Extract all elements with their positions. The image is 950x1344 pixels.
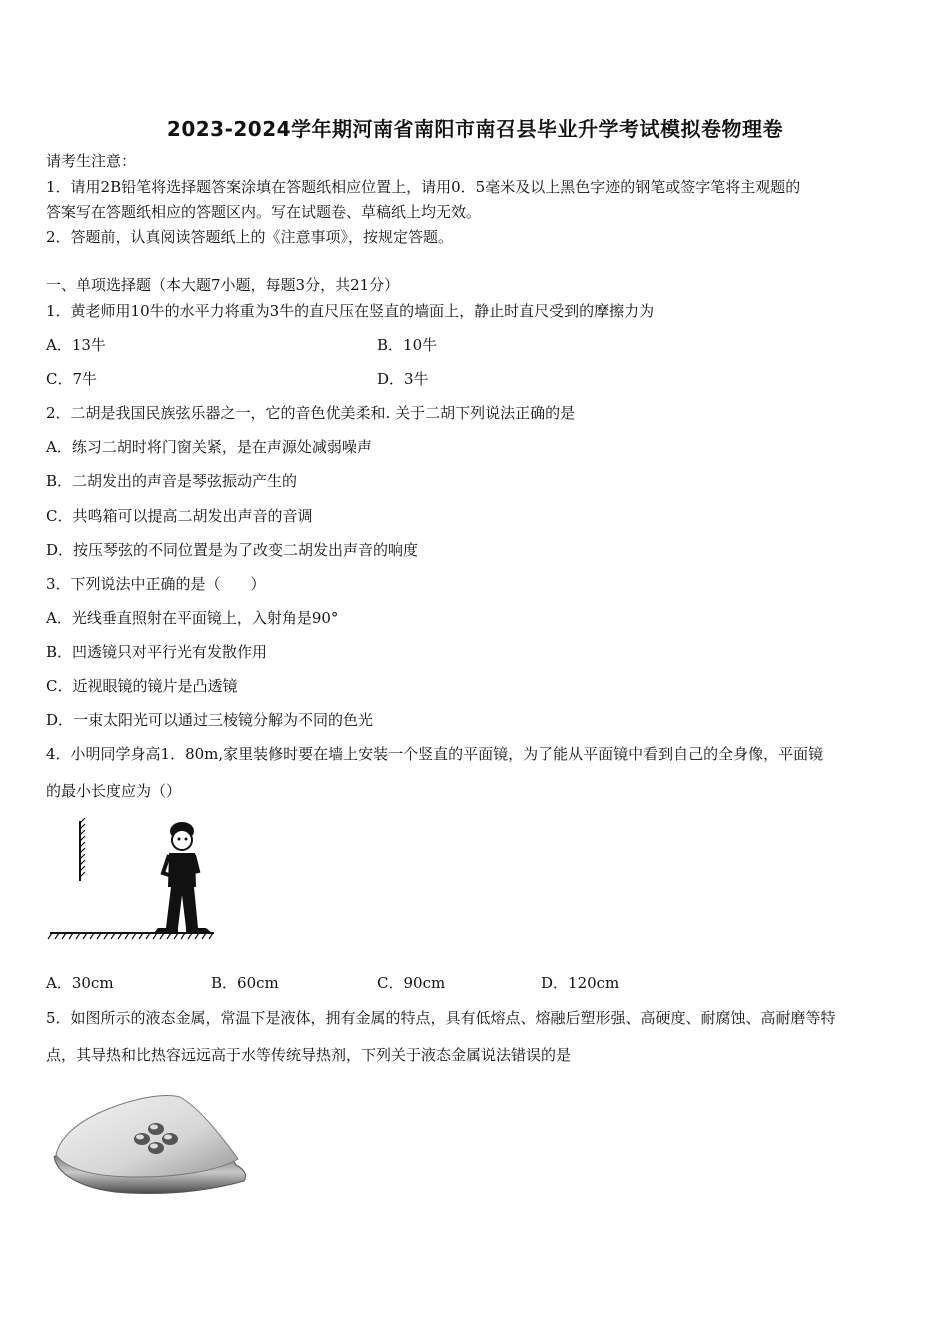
q3-option-a: A．光线垂直照射在平面镜上，入射角是90° [46, 609, 339, 627]
mirror-person-figure [46, 815, 218, 945]
q3-option-b: B．凹透镜只对平行光有发散作用 [46, 643, 268, 661]
q1-stem: 1．黄老师用10牛的水平力将重为3牛的直尺压在竖直的墙面上，静止时直尺受到的摩擦力为 [46, 302, 655, 320]
q4-stem-line-1: 4．小明同学身高1．80m,家里装修时要在墙上安装一个竖直的平面镜，为了能从平面镜中看到自己的全身像，平面镜 [46, 745, 824, 763]
q2-stem: 2．二胡是我国民族弦乐器之一，它的音色优美柔和. 关于二胡下列说法正确的是 [46, 404, 576, 422]
notice-line-2: 2．答题前，认真阅读答题纸上的《注意事项》，按规定答题。 [46, 228, 454, 246]
q2-option-a: A．练习二胡时将门窗关紧，是在声源处减弱噪声 [46, 438, 372, 456]
q3-option-d: D．一束太阳光可以通过三棱镜分解为不同的色光 [46, 711, 374, 729]
notice-heading: 请考生注意： [46, 152, 137, 170]
q3-stem: 3．下列说法中正确的是（ ） [46, 575, 266, 593]
q1-option-d: D．3牛 [377, 370, 429, 388]
q4-option-a: A．30cm [46, 974, 114, 992]
q1-option-b: B．10牛 [377, 336, 438, 354]
q2-option-c: C．共鸣箱可以提高二胡发出声音的音调 [46, 507, 313, 525]
q5-stem-line-1: 5．如图所示的液态金属，常温下是液体，拥有金属的特点，具有低熔点、熔融后塑形强、高硬度、耐腐蚀、高耐磨等特 [46, 1009, 836, 1027]
q4-option-c: C．90cm [377, 974, 446, 992]
q2-option-d: D．按压琴弦的不同位置是为了改变二胡发出声音的响度 [46, 541, 419, 559]
q3-option-c: C．近视眼镜的镜片是凸透镜 [46, 677, 238, 695]
q1-option-c: C．7牛 [46, 370, 98, 388]
q4-option-d: D．120cm [541, 974, 620, 992]
person-icon [154, 822, 212, 933]
q1-option-a: A．13牛 [46, 336, 106, 354]
q4-stem-line-2: 的最小长度应为（） [46, 782, 182, 800]
notice-line-1a: 1．请用2B铅笔将选择题答案涂填在答题纸相应位置上，请用0．5毫米及以上黑色字迹的钢笔或签字笔将主观题的 [46, 178, 801, 196]
q5-stem-line-2: 点，其导热和比热容远远高于水等传统导热剂，下列关于液态金属说法错误的是 [46, 1046, 572, 1064]
section-heading: 一、单项选择题（本大题7小题，每题3分，共21分） [46, 276, 400, 294]
liquid-metal-figure [48, 1085, 248, 1200]
q2-option-b: B．二胡发出的声音是琴弦振动产生的 [46, 472, 298, 490]
q4-option-b: B．60cm [211, 974, 279, 992]
notice-line-1b: 答案写在答题纸相应的答题区内。写在试题卷、草稿纸上均无效。 [46, 203, 482, 221]
page-title: 2023-2024学年期河南省南阳市南召县毕业升学考试模拟卷物理卷 [166, 117, 784, 141]
